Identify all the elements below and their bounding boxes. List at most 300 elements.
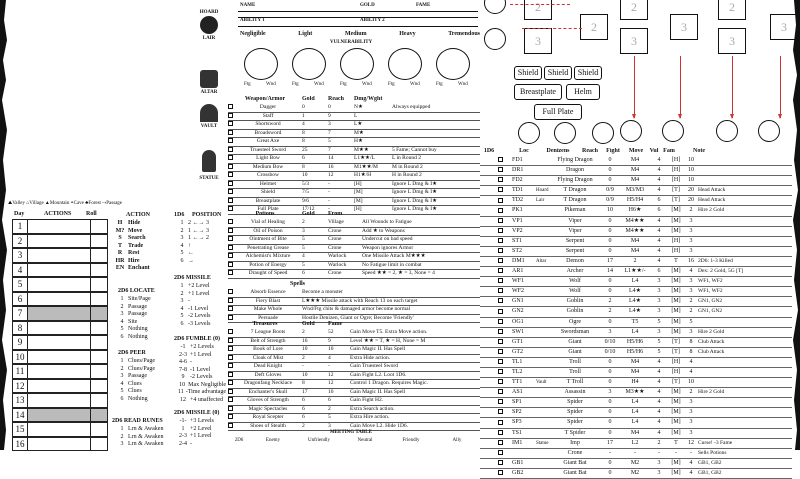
checkbox[interactable] <box>498 248 503 253</box>
legend-cave: Cave <box>73 201 84 206</box>
denizen-vul: [M] <box>671 429 681 436</box>
day-row[interactable] <box>12 234 108 249</box>
table-row <box>228 228 480 237</box>
row-key: 2 <box>120 433 124 440</box>
day-row[interactable] <box>12 321 108 336</box>
roll-cell[interactable] <box>91 380 107 393</box>
day-number: 4 <box>13 264 28 277</box>
checkbox[interactable] <box>228 397 233 402</box>
denizen-move: 4 <box>657 167 661 174</box>
checkbox[interactable] <box>498 278 503 283</box>
roll-cell[interactable] <box>91 235 107 248</box>
roll-cell[interactable] <box>91 336 107 349</box>
actions-cell[interactable] <box>28 423 91 436</box>
denizen-id: DM1 <box>512 257 525 264</box>
checkbox[interactable] <box>498 268 503 273</box>
dice-cell <box>480 257 498 266</box>
check-cell[interactable] <box>498 277 512 286</box>
fatigue-label: Ftg <box>388 82 395 87</box>
actions-cell[interactable] <box>28 278 91 291</box>
checkbox[interactable] <box>498 339 503 344</box>
row-key: 4 <box>120 380 124 387</box>
checkbox[interactable] <box>498 329 503 334</box>
checkbox[interactable] <box>228 289 233 294</box>
day-row[interactable] <box>12 393 108 408</box>
roll-cell[interactable] <box>91 394 107 407</box>
denizen-fame: 3 <box>689 429 693 436</box>
actions-cell[interactable] <box>28 351 91 364</box>
checkbox[interactable] <box>228 181 233 186</box>
checkbox[interactable] <box>498 409 503 414</box>
day-row[interactable] <box>12 306 108 321</box>
roll-cell[interactable] <box>91 365 107 378</box>
checkbox[interactable] <box>498 228 503 233</box>
roll-cell[interactable] <box>91 278 107 291</box>
checkbox[interactable] <box>228 346 233 351</box>
roll-cell[interactable] <box>91 409 107 422</box>
denizen-fame: 3 <box>689 288 693 295</box>
day-row[interactable] <box>12 263 108 278</box>
table-cell: Gain Truesteel Sword <box>350 363 398 369</box>
day-row[interactable] <box>12 379 108 394</box>
row-value: - <box>188 298 190 304</box>
check-cell[interactable] <box>498 176 512 185</box>
check-cell[interactable] <box>498 166 512 175</box>
denizen-fight: M2 <box>630 469 640 476</box>
table-row <box>228 219 480 228</box>
checkbox[interactable] <box>228 172 233 177</box>
checkbox[interactable] <box>228 270 233 275</box>
denizen-id: GB1 <box>512 459 524 466</box>
check-cell[interactable] <box>498 156 512 165</box>
row-value: Enchant <box>128 265 150 271</box>
checkbox[interactable] <box>228 363 233 368</box>
day-row[interactable] <box>12 364 108 379</box>
armor-label-shield: Shield <box>574 66 602 80</box>
actions-cell[interactable] <box>28 249 91 262</box>
table-row <box>480 287 792 297</box>
row-key: 1 <box>180 283 184 289</box>
roll-cell[interactable] <box>91 438 107 451</box>
table-row <box>116 426 172 434</box>
check-cell[interactable] <box>498 217 512 226</box>
checkbox[interactable] <box>498 198 503 203</box>
checkbox[interactable] <box>228 245 233 250</box>
meeting-col: Neutral <box>357 438 373 443</box>
checkbox[interactable] <box>228 198 233 203</box>
denizen-fight: L4 <box>631 328 639 335</box>
row-key: 12 <box>180 396 186 403</box>
checkbox[interactable] <box>228 164 233 169</box>
check-cell[interactable] <box>498 287 512 296</box>
checkbox[interactable] <box>228 423 233 428</box>
actions-cell[interactable] <box>28 322 91 335</box>
checkbox[interactable] <box>228 104 233 109</box>
checkbox[interactable] <box>498 399 503 404</box>
checkbox[interactable] <box>498 349 503 354</box>
denizen-fight: M4 <box>630 368 640 375</box>
checkbox[interactable] <box>498 470 503 475</box>
check-cell[interactable] <box>498 247 512 256</box>
checkbox[interactable] <box>498 218 503 223</box>
table-cell: 7/5 <box>302 189 310 195</box>
denizen-move: 4 <box>657 177 661 184</box>
check-cell[interactable] <box>498 338 512 347</box>
check-cell[interactable] <box>498 297 512 306</box>
checkbox[interactable] <box>498 359 503 364</box>
denizen-name: Demon <box>566 257 584 264</box>
checkbox[interactable] <box>228 155 233 160</box>
denizen-id: PK1 <box>512 207 523 214</box>
check-cell[interactable] <box>498 459 512 468</box>
checkbox[interactable] <box>498 238 503 243</box>
table-cell: 12 <box>328 172 334 178</box>
denizen-note <box>698 418 760 427</box>
denizen-loc <box>536 388 550 397</box>
checkbox[interactable] <box>228 298 233 303</box>
check-cell[interactable] <box>498 348 512 357</box>
passage-icon: ⇢ <box>102 201 107 206</box>
actions-cell[interactable] <box>28 307 91 320</box>
denizen-reach: 0 <box>608 227 612 234</box>
actions-cell[interactable] <box>28 438 91 451</box>
checkbox[interactable] <box>498 430 503 435</box>
check-cell[interactable] <box>498 418 512 427</box>
checkbox[interactable] <box>228 380 233 385</box>
day-row[interactable] <box>12 335 108 350</box>
checkbox[interactable] <box>228 147 233 152</box>
actions-cell[interactable] <box>28 409 91 422</box>
treasures-header: Gold <box>302 321 315 327</box>
denizen-note: Club Attack <box>698 348 725 355</box>
icon-label-altar: ALTAR <box>200 90 218 95</box>
checkbox[interactable] <box>228 372 233 377</box>
table-cell: Level ★★ = T, ★ = H, None = M <box>350 337 426 344</box>
table-cell: Broadsword <box>254 129 282 136</box>
roll-cell[interactable] <box>91 220 107 233</box>
checkbox[interactable] <box>228 329 233 334</box>
checkbox[interactable] <box>498 157 503 162</box>
table-cell: Gain Magic II. Has Spell <box>350 388 406 395</box>
check-cell[interactable] <box>498 429 512 438</box>
checkbox[interactable] <box>498 309 503 314</box>
denizen-fight: T5 <box>631 318 639 325</box>
denizen-fame: 10 <box>688 379 694 386</box>
row-key: 11 <box>177 389 184 395</box>
table-cell <box>392 121 480 129</box>
denizen-name: Flying Dragon <box>557 157 593 163</box>
row-key: -1 <box>180 344 186 350</box>
day-header: Day <box>14 211 25 217</box>
checkbox[interactable] <box>228 219 233 224</box>
table-cell: Control 1 Dragon. Requires Magic. <box>350 380 428 386</box>
denizen-vul: [T] <box>672 348 680 355</box>
checkbox[interactable] <box>228 228 233 233</box>
checkbox[interactable] <box>498 460 503 465</box>
check-cell[interactable] <box>498 257 512 266</box>
roll-cell[interactable] <box>91 264 107 277</box>
checkbox[interactable] <box>228 253 233 258</box>
denizen-move: 4 <box>657 368 661 375</box>
day-row[interactable] <box>12 437 108 452</box>
table-cell: 9/6 <box>302 197 310 204</box>
meeting-table <box>228 438 480 444</box>
denizen-loc <box>536 277 550 286</box>
table-cell: M in Round 2 <box>392 163 423 170</box>
denizen-loc <box>536 328 550 337</box>
denizen-id: ST2 <box>512 247 523 254</box>
checkbox[interactable] <box>228 138 233 143</box>
checkbox[interactable] <box>498 177 503 182</box>
denizens-header-row <box>480 148 792 156</box>
denizen-move: 4 <box>657 227 661 234</box>
roll-cell[interactable] <box>91 249 107 262</box>
row-value: -1 Level <box>190 366 211 373</box>
row-value: Passage <box>128 311 147 317</box>
check-cell[interactable] <box>498 368 512 377</box>
denizen-note: GN1, GN2 <box>698 298 723 305</box>
table-row <box>176 426 226 434</box>
denizen-note <box>698 237 760 246</box>
day-row[interactable] <box>12 292 108 307</box>
legend-forest: Forest <box>88 201 101 206</box>
checkbox[interactable] <box>228 262 233 267</box>
checkbox[interactable] <box>228 355 233 360</box>
table-row <box>116 296 172 304</box>
roll-cell[interactable] <box>91 423 107 436</box>
denizen-move: 4 <box>657 187 661 194</box>
table-cell: 12 <box>328 371 334 378</box>
check-cell[interactable] <box>498 328 512 337</box>
position-dice: 1D6 <box>174 212 185 218</box>
check-cell[interactable] <box>498 196 512 205</box>
denizen-vul: [M] <box>671 399 681 406</box>
denizen-id: VP1 <box>512 217 523 224</box>
checkbox[interactable] <box>498 379 503 384</box>
checkbox[interactable] <box>498 167 503 172</box>
day-row[interactable] <box>12 350 108 365</box>
day-row[interactable] <box>12 248 108 263</box>
actions-cell[interactable] <box>28 264 91 277</box>
treasures-header: Fame <box>328 321 343 327</box>
actions-cell[interactable] <box>28 293 91 306</box>
actions-cell[interactable] <box>28 336 91 349</box>
day-row[interactable] <box>12 277 108 292</box>
checkbox[interactable] <box>498 420 503 425</box>
table-row <box>480 227 792 237</box>
check-cell[interactable] <box>498 318 512 327</box>
check-cell[interactable] <box>498 449 512 458</box>
checkbox[interactable] <box>498 258 503 263</box>
dice-cell <box>480 307 498 316</box>
combat-circle <box>716 120 738 142</box>
weapons-header: Reach <box>328 96 344 102</box>
row-value: Nothing <box>128 326 148 332</box>
checkbox[interactable] <box>498 208 503 213</box>
table-cell: Crone <box>328 236 342 242</box>
denizen-fight: L4★ <box>628 298 642 305</box>
check-cell[interactable] <box>498 267 512 276</box>
denizen-vul: [M] <box>671 278 681 285</box>
checkbox[interactable] <box>498 389 503 394</box>
spell-name: Persuade <box>258 314 278 321</box>
denizen-fight: 2 <box>633 257 637 264</box>
denizen-fame: 2 <box>689 308 693 315</box>
table-row <box>176 374 226 382</box>
row-value: Hire <box>128 257 140 264</box>
roll-cell[interactable] <box>91 322 107 335</box>
denizen-note <box>698 247 760 256</box>
checkbox[interactable] <box>228 414 233 419</box>
checkbox[interactable] <box>498 288 503 293</box>
checkbox[interactable] <box>228 113 233 118</box>
denizen-fight: M4 <box>630 358 640 365</box>
denizen-vul: [H] <box>671 177 681 184</box>
denizen-reach: 3 <box>608 328 612 335</box>
check-cell[interactable] <box>498 439 512 448</box>
vuln-level-0: Negligible <box>240 31 266 37</box>
check-cell[interactable] <box>498 307 512 316</box>
denizen-fight: L1★★/- <box>624 268 646 275</box>
denizen-fame: 5 <box>689 318 693 325</box>
denizens-header: Denizens <box>546 148 570 154</box>
check-cell[interactable] <box>498 398 512 407</box>
table-cell: Weapon ignores Armor <box>362 244 414 251</box>
table-cell: Staff <box>262 112 274 119</box>
actions-cell[interactable] <box>28 220 91 233</box>
row-key: 6 <box>120 395 124 402</box>
table-cell: Ignore L Dmg & I★ <box>392 180 438 187</box>
dice-cell <box>480 237 498 246</box>
table-cell: 2 <box>302 354 305 361</box>
actions-cell[interactable] <box>28 394 91 407</box>
checkbox[interactable] <box>228 236 233 241</box>
denizen-id: IM1 <box>512 439 523 446</box>
table-row <box>176 433 226 441</box>
check-cell[interactable] <box>498 388 512 397</box>
denizen-fight: H5/H6 <box>626 338 644 345</box>
denizens-header: Fam <box>663 148 675 154</box>
actions-cell[interactable] <box>28 365 91 378</box>
vulnerability-levels <box>240 31 480 38</box>
denizen-reach: 2 <box>608 298 612 305</box>
table-cell: Cloak of Mist <box>252 354 284 361</box>
row-key: 5 <box>180 313 184 319</box>
check-cell[interactable] <box>498 237 512 246</box>
day-row[interactable] <box>12 408 108 423</box>
denizen-move: 3 <box>657 328 661 335</box>
table-row <box>480 257 792 267</box>
denizen-loc <box>536 247 550 256</box>
denizen-loc: Hoard <box>536 188 549 194</box>
denizen-id: WF1 <box>512 278 524 285</box>
check-cell[interactable] <box>498 358 512 367</box>
table-cell: Crossbow <box>256 172 279 178</box>
checkbox[interactable] <box>228 315 233 320</box>
row-value: ↑ <box>188 242 191 249</box>
denizen-move: 3 <box>657 469 661 476</box>
checkbox[interactable] <box>228 306 233 311</box>
fatigue-label: Ftg <box>292 82 299 87</box>
missile-title: 2D6 MISSILE <box>174 275 211 281</box>
denizen-loc <box>536 348 550 357</box>
icon-label-hoard: HOARD <box>199 10 219 15</box>
checkbox[interactable] <box>498 440 503 445</box>
denizen-note: Hire 2 Gold <box>698 207 725 214</box>
denizen-note: Curse! -3 Fame <box>698 439 733 446</box>
denizen-name: Archer <box>566 268 584 275</box>
row-key: 5 <box>180 250 184 256</box>
checkbox[interactable] <box>498 369 503 374</box>
checkbox[interactable] <box>228 389 233 394</box>
row-key: M? <box>115 227 125 234</box>
table-cell: Extra Hide action. <box>350 354 391 361</box>
check-cell[interactable] <box>498 378 512 387</box>
table-cell: 5 <box>302 236 305 242</box>
day-row[interactable] <box>12 219 108 234</box>
table-cell: Gain Magic II. Has Spell <box>350 346 406 352</box>
roll-cell[interactable] <box>91 293 107 306</box>
roll-cell[interactable] <box>91 351 107 364</box>
actions-cell[interactable] <box>28 235 91 248</box>
row-value: Site/Page <box>128 296 151 302</box>
combat-box: 3 <box>620 28 648 54</box>
denizen-fight: M4 <box>630 157 640 163</box>
denizen-reach: 0 <box>608 419 612 426</box>
denizen-id: FD2 <box>512 177 523 184</box>
checkbox[interactable] <box>498 450 503 455</box>
table-cell: 10 <box>302 371 308 378</box>
table-row <box>480 186 792 196</box>
check-cell[interactable] <box>498 206 512 215</box>
checkbox[interactable] <box>228 130 233 135</box>
table-cell: Warlock <box>328 261 347 268</box>
checkbox[interactable] <box>228 338 233 343</box>
check-cell[interactable] <box>498 186 512 195</box>
denizen-id: AR1 <box>512 268 524 275</box>
checkbox[interactable] <box>498 298 503 303</box>
check-cell[interactable] <box>498 408 512 417</box>
table-row <box>228 363 480 372</box>
checkbox[interactable] <box>228 121 233 126</box>
denizen-move: 5 <box>657 338 661 345</box>
day-number: 2 <box>13 235 28 248</box>
roll-cell[interactable] <box>91 307 107 320</box>
table-cell: 7 League Boots <box>250 329 286 335</box>
checkbox[interactable] <box>228 406 233 411</box>
meeting-header-row <box>228 438 480 444</box>
denizen-loc <box>536 176 550 185</box>
table-row <box>112 228 172 236</box>
forest-icon: ♣ <box>85 201 89 206</box>
checkbox[interactable] <box>498 319 503 324</box>
denizen-note: GB1, GB2 <box>698 469 722 476</box>
day-row[interactable] <box>12 422 108 437</box>
armor-label-shield: Shield <box>544 66 572 80</box>
dice-cell <box>480 156 498 165</box>
denizen-move: 4 <box>657 389 661 396</box>
row-key: -1- <box>179 418 187 424</box>
checkbox[interactable] <box>498 187 503 192</box>
check-cell[interactable] <box>498 469 512 478</box>
checkbox[interactable] <box>228 189 233 194</box>
table-cell: Gain Fight L2. Loot 1D6. <box>350 371 407 378</box>
check-cell[interactable] <box>498 227 512 236</box>
day-number: 6 <box>13 293 28 306</box>
table-row <box>176 235 226 243</box>
actions-cell[interactable] <box>28 380 91 393</box>
vuln-level-1: Light <box>298 31 313 37</box>
